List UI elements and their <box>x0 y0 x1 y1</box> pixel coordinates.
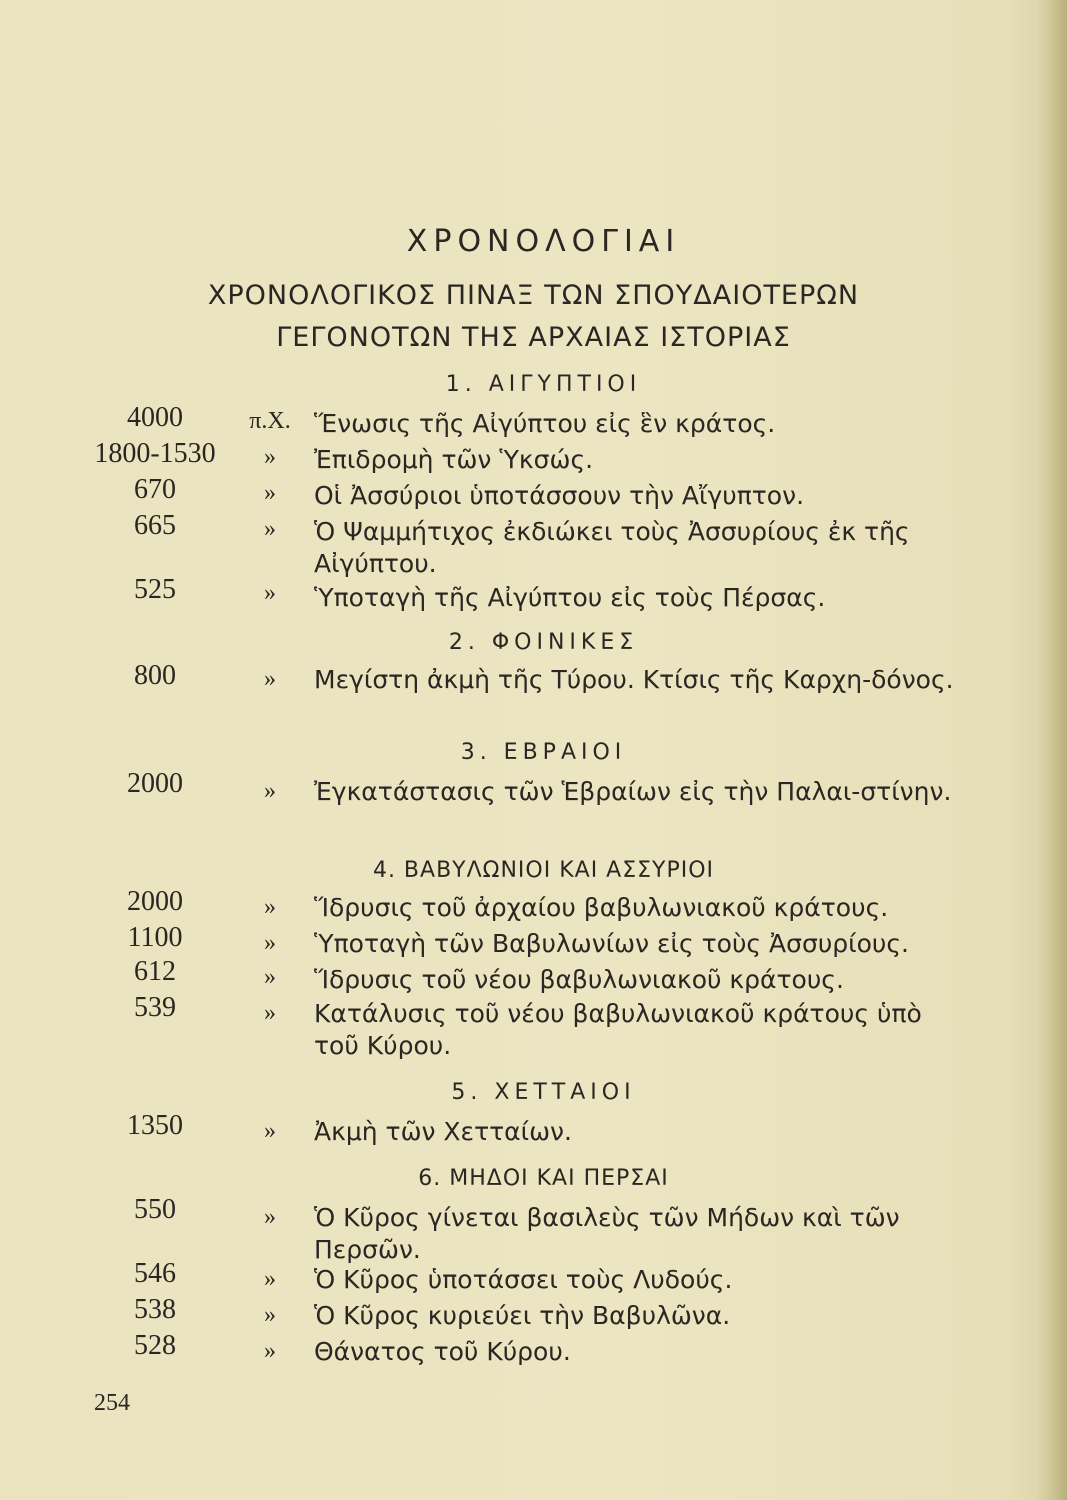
entry-event: Μεγίστη ἀκμὴ τῆς Τύρου. Κτίσις τῆς Καρχη-δόνος. <box>314 665 954 694</box>
entry-date: 2000 <box>127 768 183 799</box>
entry-date: 550 <box>134 1194 176 1225</box>
section-heading-1: 1. ΑΙΓΥΠΤΙΟΙ <box>445 372 642 397</box>
ditto-mark: » <box>264 894 276 920</box>
entry-event: Ὁ Ψαμμήτιχος ἐκδιώκει τοὺς Ἀσσυρίους ἐκ τῆς Αἰγύπτου. <box>314 517 910 578</box>
entry-date: 525 <box>134 574 176 605</box>
entry-event: Ἀκμὴ τῶν Χετταίων. <box>314 1117 572 1146</box>
ditto-mark: » <box>264 1204 276 1230</box>
ditto-mark: » <box>264 666 276 692</box>
entry-date: 4000 <box>127 402 183 433</box>
entry-event: Ἕνωσις τῆς Αἰγύπτου εἰς ἓν κράτος. <box>314 409 776 438</box>
subtitle-line-1: ΧΡΟΝΟΛΟΓΙΚΟΣ ΠΙΝΑΞ ΤΩΝ ΣΠΟΥΔΑΙΟΤΕΡΩΝ <box>207 280 860 311</box>
page-number: 254 <box>94 1390 130 1416</box>
section-heading-4: 4. ΒΑΒΥΛΩΝΙΟΙ ΚΑΙ ΑΣΣΥΡΙΟΙ <box>372 858 715 883</box>
entry-event: Οἱ Ἀσσύριοι ὑποτάσσουν τὴν Αἴγυπτον. <box>314 481 805 510</box>
entry-event: Κατάλυσις τοῦ νέου βαβυλωνιακοῦ κράτους ὑπὸ τοῦ Κύρου. <box>314 999 922 1060</box>
ditto-mark: » <box>264 1266 276 1292</box>
entry-date: 546 <box>134 1258 176 1289</box>
section-heading-2: 2. ΦΟΙΝΙΚΕΣ <box>448 630 639 655</box>
entry-date: 612 <box>134 956 176 987</box>
entry-event: Ἐγκατάστασις τῶν Ἑβραίων εἰς τὴν Παλαι-στίνην. <box>314 777 952 806</box>
ditto-mark: » <box>264 480 276 506</box>
entry-event: Ἵδρυσις τοῦ ἀρχαίου βαβυλωνιακοῦ κράτους. <box>314 893 889 922</box>
ditto-mark: » <box>264 930 276 956</box>
ditto-mark: » <box>264 778 276 804</box>
entry-event: Ὁ Κῦρος ὑποτάσσει τοὺς Λυδούς. <box>314 1265 733 1294</box>
entry-date: 1100 <box>127 922 183 953</box>
ditto-mark: » <box>264 1000 276 1026</box>
section-heading-6: 6. ΜΗΔΟΙ ΚΑΙ ΠΕΡΣΑΙ <box>418 1166 669 1191</box>
entry-date: 1800-1530 <box>94 438 216 469</box>
era-label: π.Χ. <box>249 408 291 434</box>
ditto-mark: » <box>264 516 276 542</box>
entry-date: 539 <box>134 992 176 1023</box>
page-title: ΧΡΟΝΟΛΟΓΙΑΙ <box>406 224 681 259</box>
entry-date: 2000 <box>127 886 183 917</box>
entry-event: Θάνατος τοῦ Κύρου. <box>314 1337 571 1366</box>
entry-event: Ὑποταγὴ τῶν Βαβυλωνίων εἰς τοὺς Ἀσσυρίους. <box>314 929 909 958</box>
ditto-mark: » <box>264 1302 276 1328</box>
subtitle-line-2: ΓΕΓΟΝΟΤΩΝ ΤΗΣ ΑΡΧΑΙΑΣ ΙΣΤΟΡΙΑΣ <box>276 322 791 353</box>
ditto-mark: » <box>264 964 276 990</box>
entry-date: 670 <box>134 474 176 505</box>
entry-date: 538 <box>134 1294 176 1325</box>
entry-event: Ἵδρυσις τοῦ νέου βαβυλωνιακοῦ κράτους. <box>314 965 844 994</box>
section-heading-3: 3. ΕΒΡΑΙΟΙ <box>460 740 627 765</box>
entry-event: Ἐπιδρομὴ τῶν Ὑκσώς. <box>314 445 594 474</box>
ditto-mark: » <box>264 1338 276 1364</box>
ditto-mark: » <box>264 444 276 470</box>
ditto-mark: » <box>264 1118 276 1144</box>
section-heading-5: 5. ΧΕΤΤΑΙΟΙ <box>451 1080 636 1105</box>
entry-date: 528 <box>134 1330 176 1361</box>
entry-event: Ὁ Κῦρος γίνεται βασιλεὺς τῶν Μήδων καὶ τῶν Περσῶν. <box>314 1203 900 1264</box>
ditto-mark: » <box>264 580 276 606</box>
entry-date: 665 <box>134 510 176 541</box>
entry-date: 1350 <box>127 1110 183 1141</box>
entry-event: Ὑποταγὴ τῆς Αἰγύπτου εἰς τοὺς Πέρσας. <box>314 583 826 612</box>
entry-event: Ὁ Κῦρος κυριεύει τὴν Βαβυλῶνα. <box>314 1301 731 1330</box>
entry-date: 800 <box>134 660 176 691</box>
